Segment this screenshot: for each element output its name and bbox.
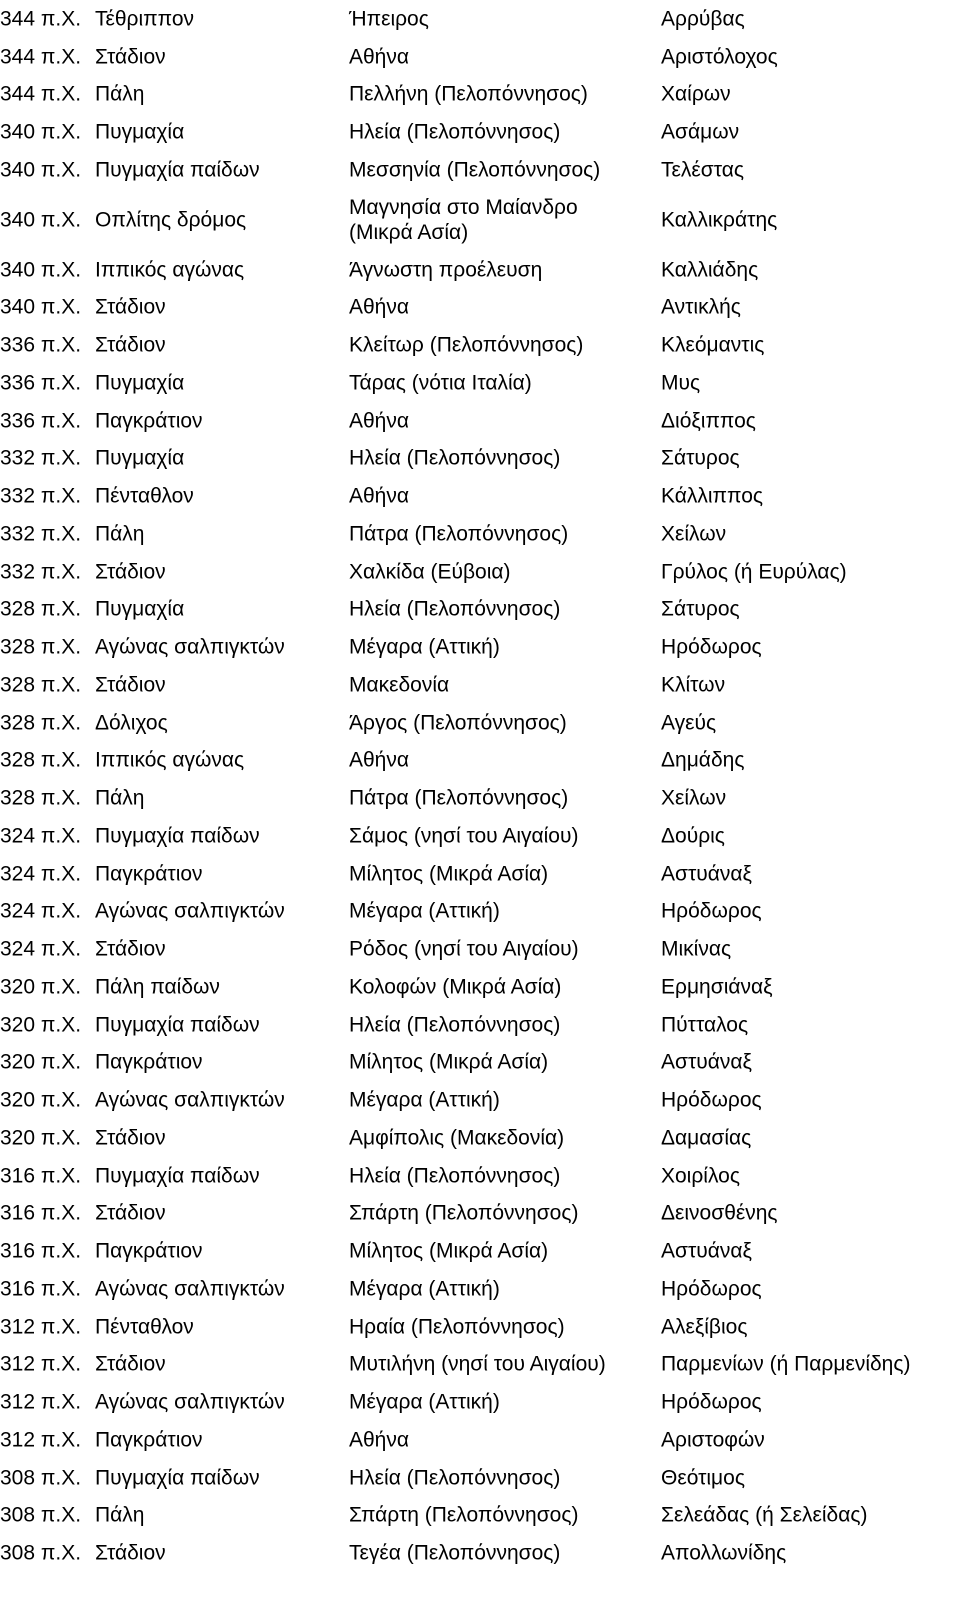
winner-cell: Μικίνας bbox=[661, 937, 732, 961]
year-cell: 344 π.Χ. bbox=[0, 7, 82, 31]
place-cell: Πάτρα (Πελοπόννησος) bbox=[349, 786, 569, 810]
winner-cell: Χοιρίλος bbox=[661, 1164, 740, 1188]
place-cell: Σπάρτη (Πελοπόννησος) bbox=[349, 1201, 579, 1225]
event-cell: Πυγμαχία παίδων bbox=[95, 1466, 260, 1490]
year-cell: 344 π.Χ. bbox=[0, 45, 82, 69]
event-cell: Παγκράτιον bbox=[95, 409, 203, 433]
table-row bbox=[0, 289, 960, 327]
table-row bbox=[0, 1497, 960, 1535]
place-cell: Αμφίπολις (Μακεδονία) bbox=[349, 1126, 565, 1150]
winner-cell: Γρύλος (ή Ευρύλας) bbox=[661, 560, 847, 584]
winner-cell: Ερμησιάναξ bbox=[661, 975, 773, 999]
place-cell: Μέγαρα (Αττική) bbox=[349, 1088, 500, 1112]
winner-cell: Δεινοσθένης bbox=[661, 1201, 778, 1225]
table-row bbox=[0, 1270, 960, 1308]
year-cell: 320 π.Χ. bbox=[0, 1088, 82, 1112]
event-cell: Πένταθλον bbox=[95, 484, 194, 508]
year-cell: 340 π.Χ. bbox=[0, 295, 82, 319]
winner-cell: Ηρόδωρος bbox=[661, 1277, 762, 1301]
event-cell: Στάδιον bbox=[95, 560, 166, 584]
table-row bbox=[0, 515, 960, 553]
event-cell: Πυγμαχία bbox=[95, 120, 185, 144]
event-cell: Στάδιον bbox=[95, 1541, 166, 1565]
event-cell: Παγκράτιον bbox=[95, 1239, 203, 1263]
year-cell: 336 π.Χ. bbox=[0, 333, 82, 357]
place-cell: Ηλεία (Πελοπόννησος) bbox=[349, 1466, 561, 1490]
table-row bbox=[0, 553, 960, 591]
event-cell: Αγώνας σαλπιγκτών bbox=[95, 1390, 285, 1414]
year-cell: 312 π.Χ. bbox=[0, 1352, 82, 1376]
winner-cell: Αρρύβας bbox=[661, 7, 745, 31]
winner-cell: Αστυάναξ bbox=[661, 1239, 752, 1263]
year-cell: 328 π.Χ. bbox=[0, 597, 82, 621]
place-cell bbox=[349, 195, 649, 245]
table-row bbox=[0, 1044, 960, 1082]
year-cell: 340 π.Χ. bbox=[0, 120, 82, 144]
table-row bbox=[0, 930, 960, 968]
table-row bbox=[0, 704, 960, 742]
winner-cell: Καλλικράτης bbox=[661, 208, 778, 232]
year-cell: 320 π.Χ. bbox=[0, 975, 82, 999]
winner-cell: Κλεόμαντις bbox=[661, 333, 765, 357]
table-row bbox=[0, 817, 960, 855]
place-cell: Αθήνα bbox=[349, 409, 410, 433]
place-cell: Μίλητος (Μικρά Ασία) bbox=[349, 1239, 549, 1263]
place-cell: Αθήνα bbox=[349, 295, 410, 319]
table-row bbox=[0, 591, 960, 629]
table-row bbox=[0, 251, 960, 289]
place-cell: Αθήνα bbox=[349, 45, 410, 69]
table-row bbox=[0, 440, 960, 478]
year-cell: 340 π.Χ. bbox=[0, 258, 82, 282]
year-cell: 312 π.Χ. bbox=[0, 1315, 82, 1339]
place-cell: Μεσσηνία (Πελοπόννησος) bbox=[349, 158, 601, 182]
event-cell: Πένταθλον bbox=[95, 1315, 194, 1339]
winner-cell: Δαμασίας bbox=[661, 1126, 752, 1150]
table-row bbox=[0, 1119, 960, 1157]
place-cell: Μέγαρα (Αττική) bbox=[349, 899, 500, 923]
table-row bbox=[0, 893, 960, 931]
place-cell: Ηραία (Πελοπόννησος) bbox=[349, 1315, 565, 1339]
winner-cell: Ηρόδωρος bbox=[661, 1088, 762, 1112]
winner-cell: Ασάμων bbox=[661, 120, 740, 144]
place-cell: Άγνωστη προέλευση bbox=[349, 258, 543, 282]
table-row bbox=[0, 38, 960, 76]
place-cell: Ήπειρος bbox=[349, 7, 429, 31]
place-cell: Πελλήνη (Πελοπόννησος) bbox=[349, 82, 588, 106]
table-row bbox=[0, 402, 960, 440]
event-cell: Πυγμαχία bbox=[95, 371, 185, 395]
winner-cell: Σελεάδας (ή Σελείδας) bbox=[661, 1503, 868, 1527]
year-cell: 308 π.Χ. bbox=[0, 1541, 82, 1565]
winner-cell: Ηρόδωρος bbox=[661, 899, 762, 923]
table-row bbox=[0, 666, 960, 704]
table-row bbox=[0, 1383, 960, 1421]
year-cell: 324 π.Χ. bbox=[0, 937, 82, 961]
event-cell: Στάδιον bbox=[95, 937, 166, 961]
table-row bbox=[0, 1534, 960, 1572]
winner-cell: Δούρις bbox=[661, 824, 725, 848]
year-cell: 328 π.Χ. bbox=[0, 786, 82, 810]
event-cell: Στάδιον bbox=[95, 673, 166, 697]
year-cell: 308 π.Χ. bbox=[0, 1503, 82, 1527]
table-row bbox=[0, 1081, 960, 1119]
event-cell: Παγκράτιον bbox=[95, 1050, 203, 1074]
year-cell: 328 π.Χ. bbox=[0, 673, 82, 697]
event-cell: Αγώνας σαλπιγκτών bbox=[95, 899, 285, 923]
event-cell: Στάδιον bbox=[95, 1126, 166, 1150]
winner-cell: Χείλων bbox=[661, 786, 727, 810]
event-cell: Στάδιον bbox=[95, 295, 166, 319]
place-cell: Κολοφών (Μικρά Ασία) bbox=[349, 975, 562, 999]
event-cell: Πυγμαχία παίδων bbox=[95, 1013, 260, 1037]
table-row bbox=[0, 1346, 960, 1384]
event-cell: Στάδιον bbox=[95, 1352, 166, 1376]
year-cell: 332 π.Χ. bbox=[0, 484, 82, 508]
event-cell: Πυγμαχία παίδων bbox=[95, 1164, 260, 1188]
year-cell: 320 π.Χ. bbox=[0, 1013, 82, 1037]
place-cell: Μακεδονία bbox=[349, 673, 450, 697]
table-row bbox=[0, 1006, 960, 1044]
year-cell: 308 π.Χ. bbox=[0, 1466, 82, 1490]
place-cell: Άργος (Πελοπόννησος) bbox=[349, 711, 567, 735]
event-cell: Οπλίτης δρόμος bbox=[95, 208, 247, 232]
place-cell: Μίλητος (Μικρά Ασία) bbox=[349, 1050, 549, 1074]
year-cell: 312 π.Χ. bbox=[0, 1390, 82, 1414]
place-cell: Πάτρα (Πελοπόννησος) bbox=[349, 522, 569, 546]
table-row bbox=[0, 1195, 960, 1233]
table-row bbox=[0, 189, 960, 251]
winner-cell: Ηρόδωρος bbox=[661, 635, 762, 659]
place-cell: Τεγέα (Πελοπόννησος) bbox=[349, 1541, 561, 1565]
year-cell: 316 π.Χ. bbox=[0, 1277, 82, 1301]
place-cell: Ηλεία (Πελοπόννησος) bbox=[349, 597, 561, 621]
event-cell: Πάλη παίδων bbox=[95, 975, 220, 999]
winner-cell: Καλλιάδης bbox=[661, 258, 759, 282]
place-cell: Μίλητος (Μικρά Ασία) bbox=[349, 862, 549, 886]
event-cell: Παγκράτιον bbox=[95, 862, 203, 886]
year-cell: 340 π.Χ. bbox=[0, 158, 82, 182]
winner-cell: Αντικλής bbox=[661, 295, 741, 319]
place-cell: Αθήνα bbox=[349, 484, 410, 508]
event-cell: Στάδιον bbox=[95, 333, 166, 357]
year-cell: 340 π.Χ. bbox=[0, 208, 82, 232]
year-cell: 336 π.Χ. bbox=[0, 371, 82, 395]
table-row bbox=[0, 742, 960, 780]
event-cell: Δόλιχος bbox=[95, 711, 168, 735]
table-row bbox=[0, 779, 960, 817]
table-row bbox=[0, 1232, 960, 1270]
place-cell: Σάμος (νησί του Αιγαίου) bbox=[349, 824, 579, 848]
place-cell: Ηλεία (Πελοπόννησος) bbox=[349, 446, 561, 470]
year-cell: 328 π.Χ. bbox=[0, 635, 82, 659]
winner-cell: Αγεύς bbox=[661, 711, 717, 735]
event-cell: Πυγμαχία παίδων bbox=[95, 158, 260, 182]
event-cell: Πάλη bbox=[95, 786, 145, 810]
place-cell: Μέγαρα (Αττική) bbox=[349, 1277, 500, 1301]
place-cell: Χαλκίδα (Εύβοια) bbox=[349, 560, 511, 584]
year-cell: 324 π.Χ. bbox=[0, 824, 82, 848]
table-row bbox=[0, 477, 960, 515]
table-row bbox=[0, 1308, 960, 1346]
winner-cell: Πύτταλος bbox=[661, 1013, 749, 1037]
winner-cell: Αριστόλοχος bbox=[661, 45, 778, 69]
year-cell: 332 π.Χ. bbox=[0, 522, 82, 546]
place-cell: Ηλεία (Πελοπόννησος) bbox=[349, 1164, 561, 1188]
year-cell: 320 π.Χ. bbox=[0, 1050, 82, 1074]
winner-cell: Χαίρων bbox=[661, 82, 731, 106]
event-cell: Πάλη bbox=[95, 522, 145, 546]
winner-cell: Ηρόδωρος bbox=[661, 1390, 762, 1414]
place-cell: Ηλεία (Πελοπόννησος) bbox=[349, 1013, 561, 1037]
year-cell: 316 π.Χ. bbox=[0, 1201, 82, 1225]
year-cell: 344 π.Χ. bbox=[0, 82, 82, 106]
event-cell: Στάδιον bbox=[95, 1201, 166, 1225]
winner-cell: Διόξιππος bbox=[661, 409, 756, 433]
event-cell: Ιππικός αγώνας bbox=[95, 258, 245, 282]
event-cell: Τέθριππον bbox=[95, 7, 195, 31]
year-cell: 324 π.Χ. bbox=[0, 899, 82, 923]
year-cell: 336 π.Χ. bbox=[0, 409, 82, 433]
place-cell: Μέγαρα (Αττική) bbox=[349, 635, 500, 659]
winner-cell: Απολλωνίδης bbox=[661, 1541, 787, 1565]
event-cell: Πυγμαχία bbox=[95, 597, 185, 621]
year-cell: 332 π.Χ. bbox=[0, 560, 82, 584]
year-cell: 320 π.Χ. bbox=[0, 1126, 82, 1150]
winner-cell: Δημάδης bbox=[661, 748, 745, 772]
year-cell: 332 π.Χ. bbox=[0, 446, 82, 470]
winner-cell: Τελέστας bbox=[661, 158, 744, 182]
winner-cell: Κλίτων bbox=[661, 673, 726, 697]
table-row bbox=[0, 326, 960, 364]
year-cell: 324 π.Χ. bbox=[0, 862, 82, 886]
year-cell: 328 π.Χ. bbox=[0, 748, 82, 772]
winner-cell: Παρμενίων (ή Παρμενίδης) bbox=[661, 1352, 911, 1376]
table-row bbox=[0, 1459, 960, 1497]
event-cell: Παγκράτιον bbox=[95, 1428, 203, 1452]
event-cell: Ιππικός αγώνας bbox=[95, 748, 245, 772]
place-cell: Αθήνα bbox=[349, 748, 410, 772]
winner-cell: Μυς bbox=[661, 371, 701, 395]
winner-cell: Χείλων bbox=[661, 522, 727, 546]
winner-cell: Θεότιμος bbox=[661, 1466, 745, 1490]
place-cell: Ηλεία (Πελοπόννησος) bbox=[349, 120, 561, 144]
winner-cell: Αριστοφών bbox=[661, 1428, 765, 1452]
table-row bbox=[0, 113, 960, 151]
table-row bbox=[0, 0, 960, 38]
place-line: (Μικρά Ασία) bbox=[349, 220, 469, 244]
table-row bbox=[0, 364, 960, 402]
table-row bbox=[0, 855, 960, 893]
winner-cell: Σάτυρος bbox=[661, 597, 740, 621]
event-cell: Στάδιον bbox=[95, 45, 166, 69]
year-cell: 316 π.Χ. bbox=[0, 1239, 82, 1263]
event-cell: Πυγμαχία bbox=[95, 446, 185, 470]
event-cell: Πάλη bbox=[95, 1503, 145, 1527]
place-cell: Αθήνα bbox=[349, 1428, 410, 1452]
winner-cell: Αστυάναξ bbox=[661, 862, 752, 886]
table-row bbox=[0, 968, 960, 1006]
winner-cell: Αλεξίβιος bbox=[661, 1315, 748, 1339]
table-row bbox=[0, 151, 960, 189]
winner-cell: Σάτυρος bbox=[661, 446, 740, 470]
table-row bbox=[0, 76, 960, 114]
table-row bbox=[0, 1421, 960, 1459]
event-cell: Πυγμαχία παίδων bbox=[95, 824, 260, 848]
year-cell: 328 π.Χ. bbox=[0, 711, 82, 735]
year-cell: 312 π.Χ. bbox=[0, 1428, 82, 1452]
place-cell: Σπάρτη (Πελοπόννησος) bbox=[349, 1503, 579, 1527]
place-cell: Μυτιλήνη (νησί του Αιγαίου) bbox=[349, 1352, 606, 1376]
place-cell: Τάρας (νότια Ιταλία) bbox=[349, 371, 532, 395]
place-line: Μαγνησία στο Μαίανδρο bbox=[349, 195, 578, 219]
table-row bbox=[0, 628, 960, 666]
winner-cell: Κάλλιππος bbox=[661, 484, 764, 508]
table-row bbox=[0, 1157, 960, 1195]
winner-cell: Αστυάναξ bbox=[661, 1050, 752, 1074]
event-cell: Αγώνας σαλπιγκτών bbox=[95, 1088, 285, 1112]
event-cell: Αγώνας σαλπιγκτών bbox=[95, 1277, 285, 1301]
place-cell: Ρόδος (νησί του Αιγαίου) bbox=[349, 937, 579, 961]
place-cell: Κλείτωρ (Πελοπόννησος) bbox=[349, 333, 584, 357]
year-cell: 316 π.Χ. bbox=[0, 1164, 82, 1188]
event-cell: Αγώνας σαλπιγκτών bbox=[95, 635, 285, 659]
event-cell: Πάλη bbox=[95, 82, 145, 106]
place-cell: Μέγαρα (Αττική) bbox=[349, 1390, 500, 1414]
